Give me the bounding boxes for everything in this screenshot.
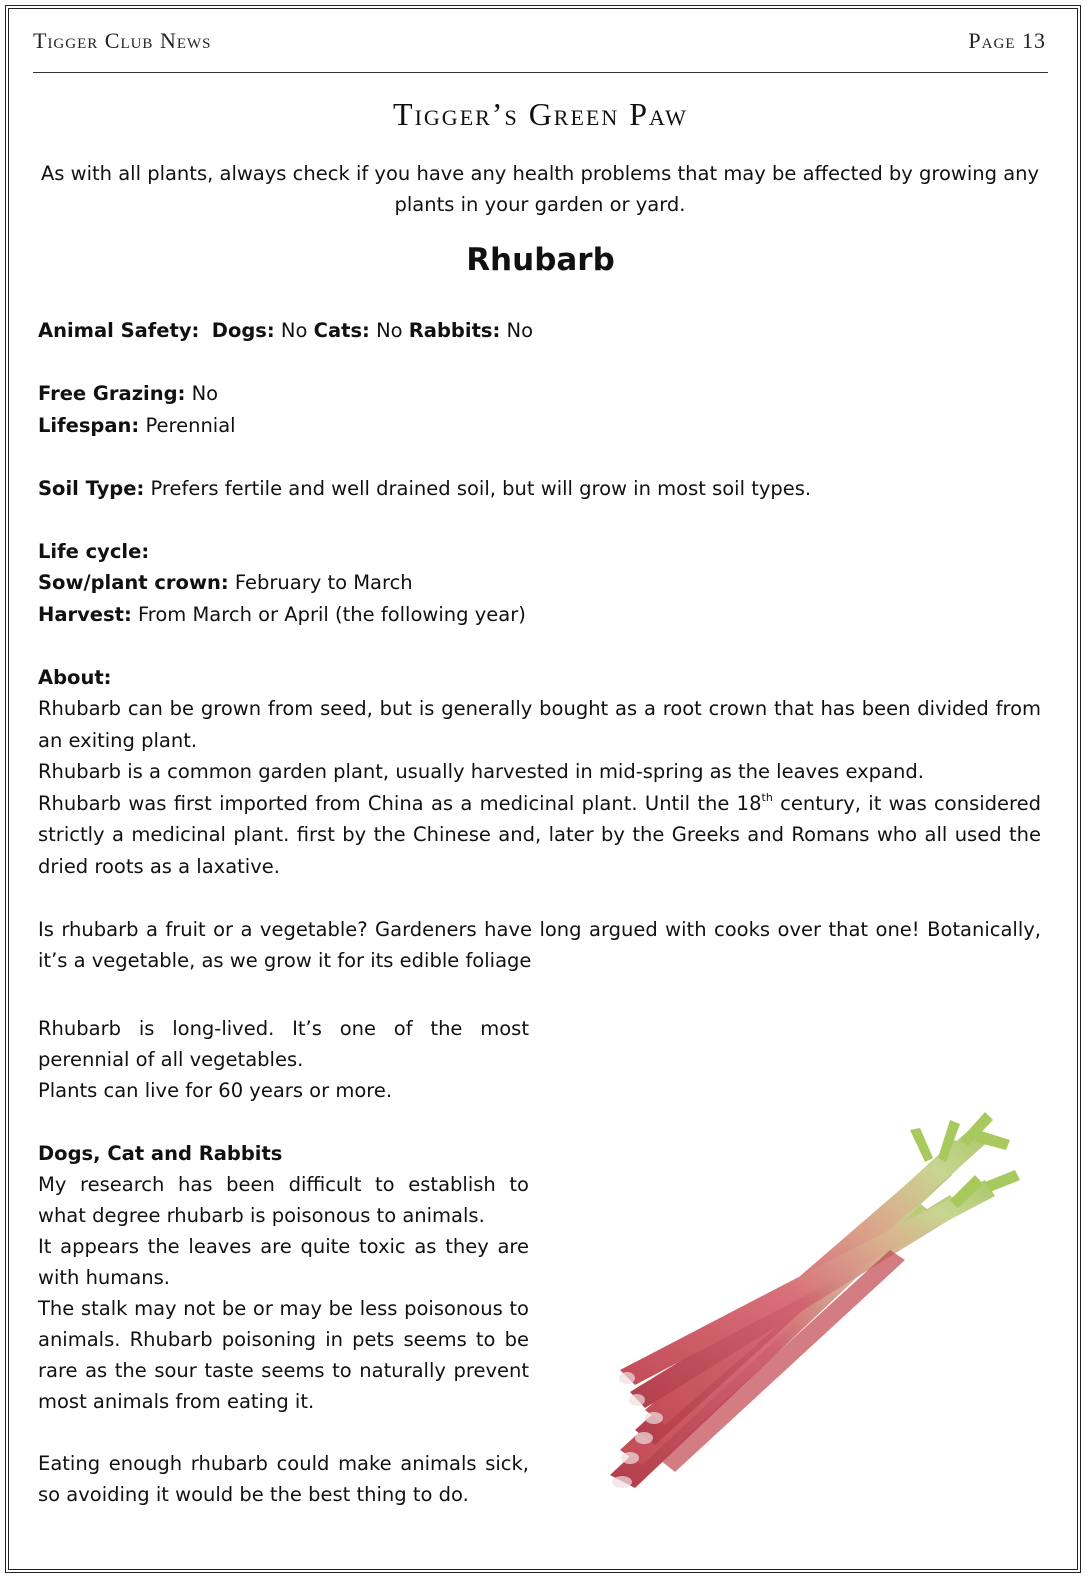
about-p3-start: Rhubarb was first imported from China as a medicinal plant. Until the 18 [38, 791, 762, 815]
about-label: About: [38, 665, 112, 689]
life-cycle-heading [38, 536, 1041, 568]
century-superscript: th [761, 790, 773, 804]
page-number: Page 13 [968, 28, 1046, 53]
about-p3-end: century, it was considered strictly a medicinal plant. first by the Chinese and, later by the Greeks and Romans who all used the dried roots as a laxative. [38, 791, 1041, 878]
cats-label: Cats: [313, 319, 370, 342]
rabbits-label: Rabbits: [408, 319, 501, 342]
free-grazing-line [38, 378, 1041, 410]
soil-type-value: Prefers fertile and well drained soil, but will grow in most soil types. [150, 476, 812, 500]
harvest-label: Harvest: [38, 602, 132, 626]
plant-name-heading: Rhubarb [466, 242, 615, 278]
animals-heading [38, 1138, 529, 1169]
rabbits-value: No [506, 319, 534, 342]
free-grazing-value: No [191, 382, 219, 405]
harvest-line [38, 599, 1041, 631]
animals-paragraph-3: The stalk may not be or may be less poisonous to animals. Rhubarb poisoning in pets seems to be rare as the sour taste seems to naturally prevent most animals from eating it. [38, 1296, 529, 1413]
sow-label: Sow/plant crown: [38, 571, 229, 594]
animals-paragraph-2: It appears the leaves are quite toxic as they are with humans. [38, 1234, 529, 1289]
lifespan-value: Perennial [145, 413, 236, 437]
soil-type-line [38, 473, 1041, 505]
about-paragraph-1: Rhubarb can be grown from seed, but is generally bought as a root crown that has been divided from an exiting plant. [38, 697, 1041, 752]
animal-safety-line [38, 315, 1041, 347]
rhubarb-stalks-image [590, 1100, 1050, 1500]
free-grazing-label: Free Grazing: [38, 382, 186, 405]
newsletter-title: Tigger Club News [33, 28, 212, 53]
stalk-bundle [610, 1125, 995, 1488]
sow-line [38, 567, 1041, 599]
sow-value: February to March [234, 571, 413, 594]
page-header [33, 28, 1048, 73]
harvest-value: From March or April (the following year) [137, 602, 526, 626]
dogs-value: No [280, 319, 308, 342]
health-disclaimer: As with all plants, always check if you have any health problems that may be affected by growing any plants in your garden or yard. [40, 162, 1040, 216]
lifespan-years-text: Plants can live for 60 years or more. [38, 1079, 393, 1102]
animals-heading-text: Dogs, Cat and Rabbits [38, 1141, 283, 1165]
longevity-text: Rhubarb is long-lived. It’s one of the most perennial of all vegetables. [38, 1017, 529, 1071]
side-column [38, 1013, 529, 1510]
lifespan-label: Lifespan: [38, 413, 140, 437]
soil-type-label: Soil Type: [38, 476, 145, 500]
about-paragraph-4: Is rhubarb a fruit or a vegetable? Gardeners have long argued with cooks over that one! Botanically, it’s a vegetable, as we grow it for its edible foliage [38, 917, 1041, 972]
animal-safety-label: Animal Safety: [38, 319, 200, 342]
about-paragraph-3 [38, 788, 1041, 883]
section-title: Tigger’s Green Paw [393, 96, 688, 132]
about-paragraph-2: Rhubarb is a common garden plant, usually harvested in mid-spring as the leaves expand. [38, 760, 924, 783]
animals-paragraph-1: My research has been difficult to establish to what degree rhubarb is poisonous to animals. [38, 1172, 529, 1227]
lifespan-line [38, 410, 1041, 442]
cats-value: No [376, 319, 403, 342]
stalk-6 [620, 1180, 995, 1385]
dogs-label: Dogs: [211, 319, 275, 342]
about-heading [38, 662, 1041, 694]
conclusion-paragraph: Eating enough rhubarb could make animals sick, so avoiding it would be the best thing to do. [38, 1452, 529, 1506]
plant-facts [38, 315, 1041, 977]
life-cycle-label: Life cycle: [38, 539, 150, 563]
